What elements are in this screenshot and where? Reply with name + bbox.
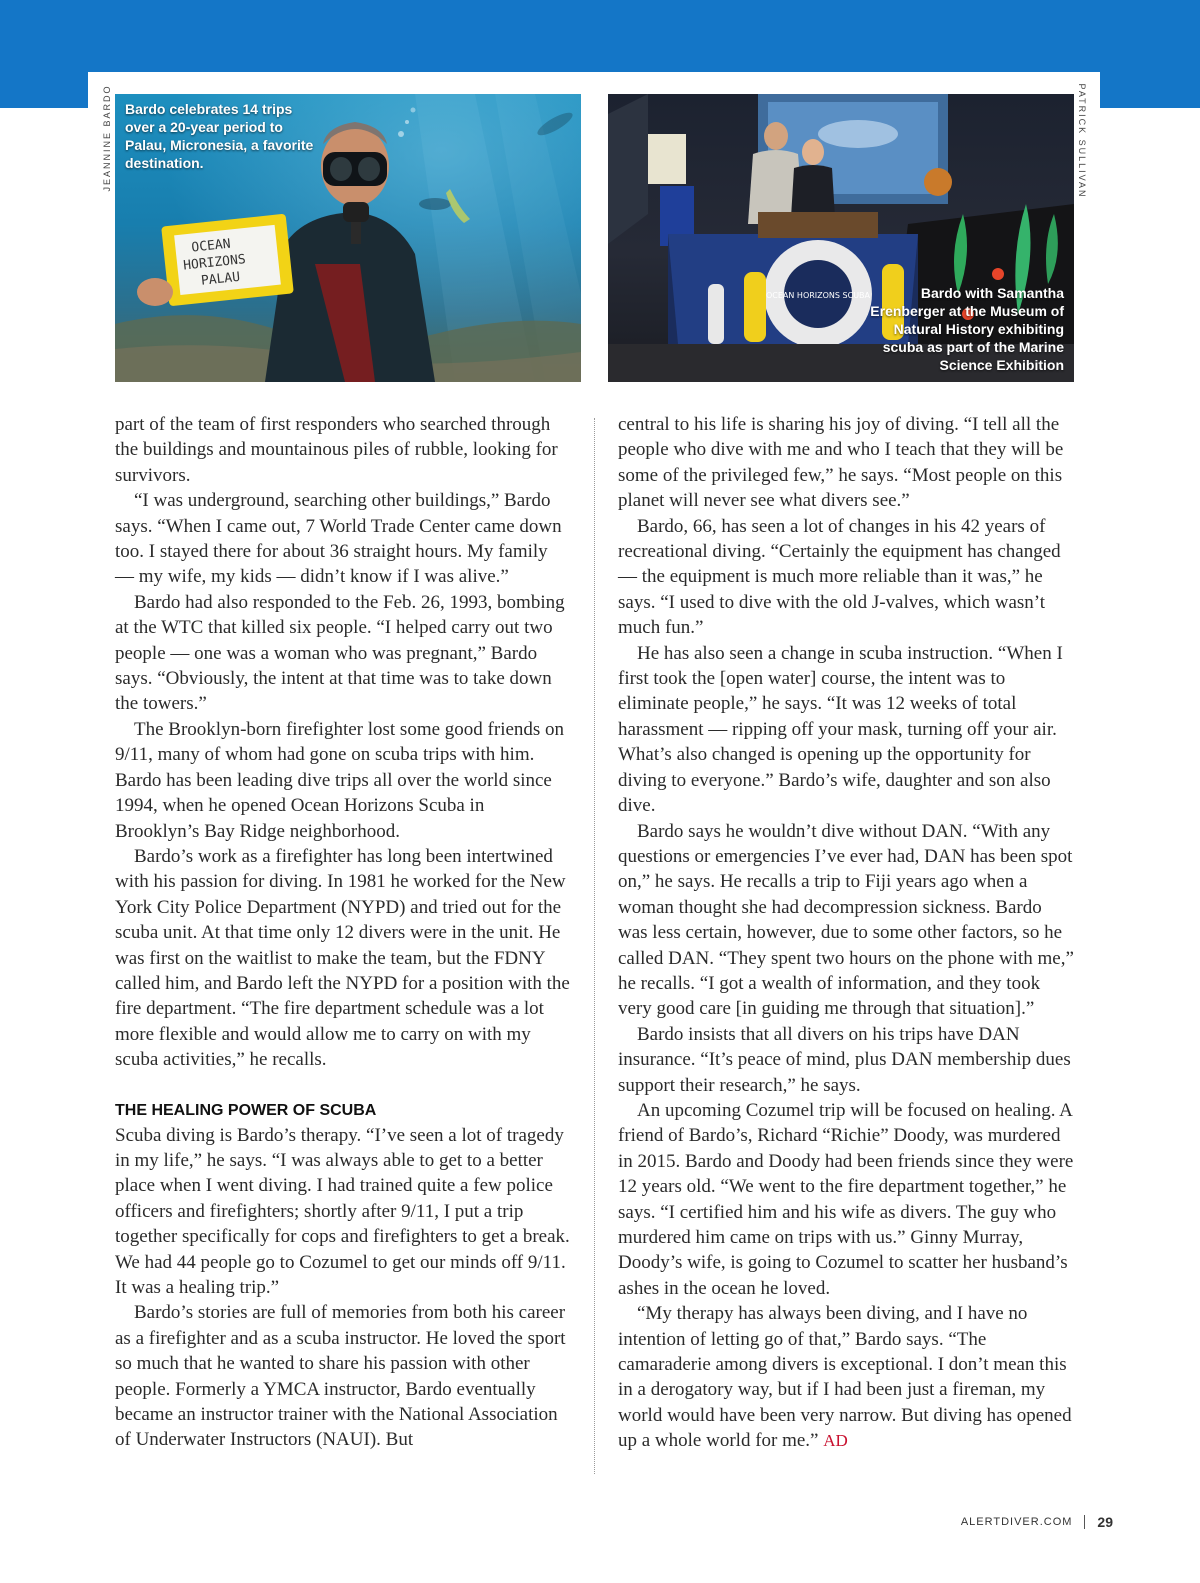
page-number: 29 <box>1097 1514 1113 1530</box>
paragraph: The Brooklyn-born firefighter lost some good friends on 9/11, many of whom had gone on scuba trips with him. Bardo has been leading dive trips all over the world since 1994, when he opened Ocean Horizons Scuba in Brooklyn’s Bay Ridge neighborhood. <box>115 718 565 842</box>
paragraph: An upcoming Cozumel trip will be focused on healing. A friend of Bardo’s, Richard “Richie” Doody, was murdered in 2015. Bardo and Doody had been friends since they were 12 years old. “We went to the fire department together,” he says. “I certified him and his wife as divers. The guy who murdered him came on trips with us.” Ginny Murray, Doody’s wife, is going to Cozumel to scatter her husband’s ashes in the ocean he loved. <box>618 1099 1074 1299</box>
end-mark: AD <box>823 1431 848 1451</box>
paragraph: Scuba diving is Bardo’s therapy. “I’ve seen a lot of tragedy in my life,” he says. “I was always able to get to a better place when I went diving. I had trained quite a few police officers and firefighters; shortly after 9/11, I put a trip together specifically for cops and firefighters to get a break. We had 44 people go to Cozumel to get our minds off 9/11. It was a healing trip.” <box>115 1124 570 1298</box>
photo-caption-left: Bardo celebrates 14 trips over a 20-year period to Palau, Micronesia, a favorite destination. <box>125 101 314 171</box>
photo-credit-right: PATRICK SULLIVAN <box>1077 83 1087 199</box>
footer-site-link[interactable]: ALERTDIVER.COM <box>960 1516 1073 1528</box>
paragraph: “I was underground, searching other buildings,” Bardo says. “When I came out, 7 World Trade Center came down too. I stayed there for about 36 straight hours. My family — my wife, my kids — didn’t know if I was alive.” <box>115 490 562 588</box>
footer-separator <box>1084 1515 1085 1529</box>
slate-text-line-1: OCEAN <box>190 236 232 256</box>
paragraph-final-text: “My therapy has always been diving, and I have no intention of letting go of that,” Bardo says. “The camaraderie among divers is exceptional. I don’t mean this in a derogatory way, but if I had been just a fireman, my world would have been very narrow. But diving has opened up a whole world for me.” <box>618 1303 1072 1452</box>
page-footer <box>961 1514 1113 1530</box>
photo-caption-right: Bardo with Samantha Erenberger at the Museum of Natural History exhibiting scuba as part of the Marine Science Exhibition <box>870 285 1064 373</box>
paragraph-final <box>618 1301 1074 1453</box>
paragraph: Bardo had also responded to the Feb. 26, 1993, bombing at the WTC that killed six people. “I helped carry out two people — one was a woman who was pregnant,” Bardo says. “Obviously, the intent at that time was to take down the towers.” <box>115 591 565 715</box>
diver-photo <box>115 94 581 382</box>
paragraph: Bardo’s work as a firefighter has long been intertwined with his passion for diving. In 1981 he worked for the New York City Police Department (NYPD) and tried out for the scuba unit. At that time only 12 divers were in the unit. He was first on the waitlist to make the team, but the FDNY called him, and Bardo left the NYPD for a position with the fire department. “The fire department schedule was a lot more flexible and would allow me to carry on with my scuba activities,” he recalls. <box>115 845 570 1071</box>
article-column-left <box>115 412 571 1453</box>
paragraph: Bardo’s stories are full of memories from both his career as a firefighter and as a scuba instructor. He loved the sport so much that he wanted to share his passion with other people. Formerly a YMCA instructor, Bardo eventually became an instructor trainer with the National Association of Underwater Instructors (NAUI). But <box>115 1302 566 1451</box>
photo-credit-left: JEANNINE BARDO <box>102 84 112 192</box>
slate-text-line-3: PALAU <box>200 269 241 289</box>
banner-text: OCEAN HORIZONS SCUBA <box>765 291 871 300</box>
section-heading: THE HEALING POWER OF SCUBA <box>115 1101 377 1119</box>
museum-photo <box>608 94 1074 382</box>
article-column-right <box>618 412 1074 1454</box>
paragraph: part of the team of first responders who searched through the buildings and mountainous piles of rubble, looking for survivors. <box>115 414 558 486</box>
paragraph: central to his life is sharing his joy of diving. “I tell all the people who dive with me and who I teach that they will be some of the privileged few,” he says. “Most people on this planet will never see what divers see.” <box>618 414 1064 512</box>
slate-text-line-2: HORIZONS <box>182 252 247 274</box>
column-divider <box>594 418 595 1474</box>
paragraph: He has also seen a change in scuba instruction. “When I first took the [open water] course, the intent was to eliminate people,” he says. “It was 12 weeks of total harassment — ripping off your mask, turning off your air. What’s also changed is opening up the opportunity for diving to everyone.” Bardo’s wife, daughter and son also dive. <box>618 642 1063 817</box>
paragraph: Bardo says he wouldn’t dive without DAN. “With any questions or emergencies I’ve ever had, DAN has been spot on,” he says. He recalls a trip to Fiji years ago when a woman thought she had decompression sickness. Bardo was less certain, however, due to some other factors, so he called DAN. “They spent two hours on the phone with me,” he recalls. “I got a wealth of information, and they took very good care [in guiding me through that situation].” <box>618 820 1074 1020</box>
paragraph: Bardo, 66, has seen a lot of changes in his 42 years of recreational diving. “Certainly the equipment has changed — the equipment is much more reliable than it was,” he says. “I used to dive with the old J-valves, which wasn’t much fun.” <box>618 515 1061 639</box>
paragraph: Bardo insists that all divers on his trips have DAN insurance. “It’s peace of mind, plus DAN membership dues support their research,” he says. <box>618 1023 1071 1096</box>
